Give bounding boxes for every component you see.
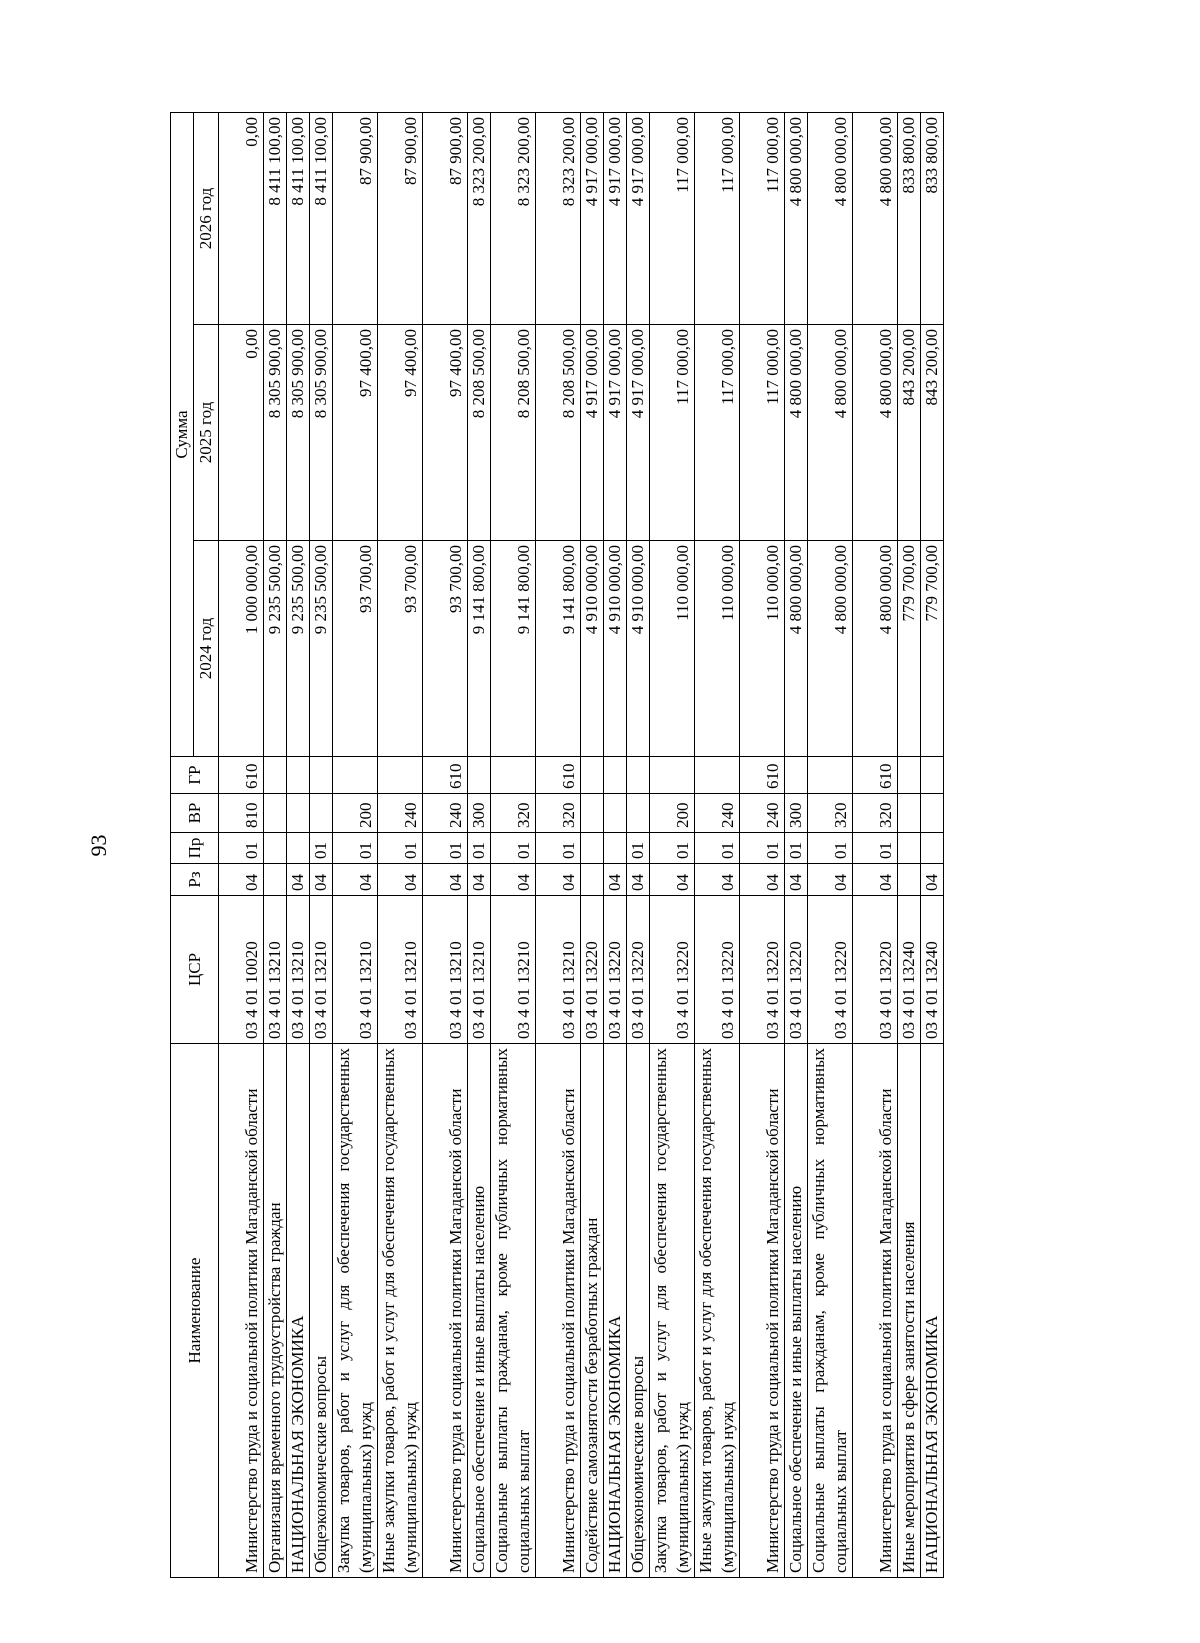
cell-2026: 4 800 000,00 <box>853 113 898 325</box>
cell-2025: 4 917 000,00 <box>604 325 627 541</box>
cell-vr <box>604 794 627 833</box>
cell-name: Содействие самозанятости безработных граждан <box>581 1044 604 1578</box>
cell-vr <box>627 794 650 833</box>
cell-vr <box>264 794 287 833</box>
cell-2026: 117 000,00 <box>695 113 740 325</box>
cell-2025: 843 200,00 <box>898 325 921 541</box>
table-row <box>378 113 423 1578</box>
cell-gr <box>468 757 491 794</box>
cell-2025: 8 208 500,00 <box>536 325 581 541</box>
cell-2025: 8 305 900,00 <box>310 325 333 541</box>
table-row <box>333 113 378 1578</box>
cell-gr: 610 <box>740 757 785 794</box>
table-row <box>627 113 650 1578</box>
cell-2026: 87 900,00 <box>423 113 468 325</box>
cell-2024: 4 800 000,00 <box>808 541 853 757</box>
budget-table <box>170 112 944 1578</box>
cell-2025: 4 800 000,00 <box>808 325 853 541</box>
cell-vr <box>921 794 944 833</box>
cell-gr <box>378 757 423 794</box>
rotated-page <box>86 113 1105 1578</box>
cell-gr <box>921 757 944 794</box>
cell-2026: 117 000,00 <box>650 113 695 325</box>
cell-2025: 4 917 000,00 <box>581 325 604 541</box>
cell-gr <box>310 757 333 794</box>
cell-vr: 320 <box>491 794 536 833</box>
cell-rz: 04 <box>468 864 491 896</box>
cell-2026: 833 800,00 <box>921 113 944 325</box>
cell-name: Социальные выплаты гражданам, кроме публичных нормативных социальных выплат <box>491 1044 536 1578</box>
cell-gr <box>581 757 604 794</box>
cell-2026: 833 800,00 <box>898 113 921 325</box>
cell-csr: 03 4 01 13210 <box>536 896 581 1044</box>
cell-rz: 04 <box>627 864 650 896</box>
table-row <box>808 113 853 1578</box>
cell-2025: 8 305 900,00 <box>264 325 287 541</box>
table-row <box>604 113 627 1578</box>
cell-gr <box>287 757 310 794</box>
cell-2024: 93 700,00 <box>423 541 468 757</box>
cell-vr <box>581 794 604 833</box>
cell-pr: 01 <box>808 833 853 864</box>
cell-name: Министерство труда и социальной политики Магаданской области <box>740 1044 785 1578</box>
cell-2024: 4 800 000,00 <box>853 541 898 757</box>
cell-name: Организация временного трудоустройства граждан <box>264 1044 287 1578</box>
cell-gr: 610 <box>219 757 264 794</box>
table-body <box>219 113 944 1578</box>
cell-2025: 843 200,00 <box>921 325 944 541</box>
cell-name: НАЦИОНАЛЬНАЯ ЭКОНОМИКА <box>921 1044 944 1578</box>
cell-2024: 4 910 000,00 <box>581 541 604 757</box>
cell-2026: 0,00 <box>219 113 264 325</box>
cell-2025: 0,00 <box>219 325 264 541</box>
table-row <box>853 113 898 1578</box>
cell-2026: 8 323 200,00 <box>468 113 491 325</box>
cell-name: Министерство труда и социальной политики Магаданской области <box>423 1044 468 1578</box>
cell-csr: 03 4 01 13210 <box>423 896 468 1044</box>
table-row <box>423 113 468 1578</box>
cell-2024: 1 000 000,00 <box>219 541 264 757</box>
cell-2024: 9 141 800,00 <box>491 541 536 757</box>
cell-gr <box>604 757 627 794</box>
cell-pr <box>604 833 627 864</box>
cell-2024: 4 800 000,00 <box>785 541 808 757</box>
cell-2024: 110 000,00 <box>650 541 695 757</box>
header-rz: Рз <box>171 864 219 896</box>
cell-pr: 01 <box>468 833 491 864</box>
cell-gr: 610 <box>853 757 898 794</box>
cell-pr <box>581 833 604 864</box>
cell-pr: 01 <box>536 833 581 864</box>
cell-vr: 240 <box>695 794 740 833</box>
cell-csr: 03 4 01 13210 <box>264 896 287 1044</box>
cell-2026: 4 800 000,00 <box>808 113 853 325</box>
cell-rz: 04 <box>853 864 898 896</box>
cell-csr: 03 4 01 13220 <box>853 896 898 1044</box>
cell-vr: 240 <box>740 794 785 833</box>
header-2025: 2025 год <box>194 325 219 541</box>
cell-name: Министерство труда и социальной политики Магаданской области <box>536 1044 581 1578</box>
cell-2024: 779 700,00 <box>921 541 944 757</box>
cell-name: Общеэкономические вопросы <box>627 1044 650 1578</box>
cell-name: Закупка товаров, работ и услуг для обеспечения государственных (муниципальных) нужд <box>333 1044 378 1578</box>
cell-name: Иные закупки товаров, работ и услуг для обеспечения государственных (муниципальных) нужд <box>378 1044 423 1578</box>
header-sum: Сумма <box>171 113 194 757</box>
cell-2026: 87 900,00 <box>333 113 378 325</box>
cell-name: Общеэкономические вопросы <box>310 1044 333 1578</box>
cell-2025: 117 000,00 <box>650 325 695 541</box>
cell-pr <box>287 833 310 864</box>
header-2026: 2026 год <box>194 113 219 325</box>
cell-2024: 779 700,00 <box>898 541 921 757</box>
cell-rz: 04 <box>423 864 468 896</box>
cell-pr <box>264 833 287 864</box>
cell-2024: 110 000,00 <box>740 541 785 757</box>
header-name: Наименование <box>171 1044 219 1578</box>
cell-csr: 03 4 01 13220 <box>785 896 808 1044</box>
cell-name: Министерство труда и социальной политики Магаданской области <box>219 1044 264 1578</box>
cell-2026: 8 411 100,00 <box>310 113 333 325</box>
cell-2024: 110 000,00 <box>695 541 740 757</box>
cell-2026: 4 800 000,00 <box>785 113 808 325</box>
cell-2026: 4 917 000,00 <box>581 113 604 325</box>
table-row <box>581 113 604 1578</box>
cell-pr: 01 <box>853 833 898 864</box>
table-row <box>468 113 491 1578</box>
cell-rz: 04 <box>785 864 808 896</box>
cell-2025: 8 208 500,00 <box>468 325 491 541</box>
cell-name: Иные мероприятия в сфере занятости населения <box>898 1044 921 1578</box>
cell-gr <box>491 757 536 794</box>
cell-2026: 87 900,00 <box>378 113 423 325</box>
cell-pr: 01 <box>310 833 333 864</box>
table-row <box>785 113 808 1578</box>
cell-vr <box>898 794 921 833</box>
cell-name: Министерство труда и социальной политики Магаданской области <box>853 1044 898 1578</box>
cell-gr <box>695 757 740 794</box>
cell-rz: 04 <box>491 864 536 896</box>
cell-csr: 03 4 01 13220 <box>695 896 740 1044</box>
cell-pr: 01 <box>695 833 740 864</box>
cell-vr: 240 <box>378 794 423 833</box>
cell-rz: 04 <box>536 864 581 896</box>
table-row <box>921 113 944 1578</box>
cell-2025: 117 000,00 <box>695 325 740 541</box>
cell-2026: 4 917 000,00 <box>627 113 650 325</box>
cell-rz <box>264 864 287 896</box>
cell-gr: 610 <box>536 757 581 794</box>
cell-csr: 03 4 01 13240 <box>898 896 921 1044</box>
cell-gr <box>333 757 378 794</box>
cell-gr <box>264 757 287 794</box>
cell-pr: 01 <box>378 833 423 864</box>
cell-rz: 04 <box>310 864 333 896</box>
table-row <box>695 113 740 1578</box>
cell-2024: 4 910 000,00 <box>627 541 650 757</box>
cell-pr <box>921 833 944 864</box>
cell-csr: 03 4 01 13210 <box>491 896 536 1044</box>
table-row <box>264 113 287 1578</box>
cell-2025: 4 800 000,00 <box>785 325 808 541</box>
cell-2024: 9 235 500,00 <box>287 541 310 757</box>
table-row <box>219 113 264 1578</box>
cell-2025: 117 000,00 <box>740 325 785 541</box>
cell-vr: 810 <box>219 794 264 833</box>
cell-2024: 9 235 500,00 <box>310 541 333 757</box>
cell-vr: 300 <box>468 794 491 833</box>
cell-csr: 03 4 01 13210 <box>287 896 310 1044</box>
cell-csr: 03 4 01 13210 <box>378 896 423 1044</box>
cell-rz: 04 <box>604 864 627 896</box>
cell-gr <box>785 757 808 794</box>
cell-name: НАЦИОНАЛЬНАЯ ЭКОНОМИКА <box>287 1044 310 1578</box>
cell-csr: 03 4 01 13220 <box>581 896 604 1044</box>
table-row <box>310 113 333 1578</box>
cell-vr <box>287 794 310 833</box>
cell-gr: 610 <box>423 757 468 794</box>
cell-rz: 04 <box>695 864 740 896</box>
cell-vr: 320 <box>853 794 898 833</box>
cell-vr: 240 <box>423 794 468 833</box>
cell-vr: 200 <box>650 794 695 833</box>
cell-2026: 8 323 200,00 <box>536 113 581 325</box>
cell-2025: 8 305 900,00 <box>287 325 310 541</box>
cell-vr: 200 <box>333 794 378 833</box>
cell-csr: 03 4 01 13240 <box>921 896 944 1044</box>
table-row <box>898 113 921 1578</box>
cell-name: Социальное обеспечение и иные выплаты населению <box>468 1044 491 1578</box>
table-row <box>491 113 536 1578</box>
cell-name: Иные закупки товаров, работ и услуг для обеспечения государственных (муниципальных) нужд <box>695 1044 740 1578</box>
cell-csr: 03 4 01 13210 <box>333 896 378 1044</box>
table-row <box>740 113 785 1578</box>
cell-2026: 4 917 000,00 <box>604 113 627 325</box>
cell-csr: 03 4 01 13210 <box>468 896 491 1044</box>
cell-gr <box>898 757 921 794</box>
cell-2025: 8 208 500,00 <box>491 325 536 541</box>
cell-pr: 01 <box>423 833 468 864</box>
cell-2025: 97 400,00 <box>423 325 468 541</box>
cell-rz: 04 <box>378 864 423 896</box>
cell-csr: 03 4 01 13220 <box>604 896 627 1044</box>
header-2024: 2024 год <box>194 541 219 757</box>
cell-name: Закупка товаров, работ и услуг для обеспечения государственных (муниципальных) нужд <box>650 1044 695 1578</box>
cell-rz: 04 <box>740 864 785 896</box>
cell-csr: 03 4 01 10020 <box>219 896 264 1044</box>
page-number: 93 <box>86 834 111 857</box>
cell-vr: 320 <box>536 794 581 833</box>
cell-pr: 01 <box>785 833 808 864</box>
cell-rz: 04 <box>808 864 853 896</box>
cell-pr: 01 <box>650 833 695 864</box>
cell-vr: 320 <box>808 794 853 833</box>
cell-2024: 9 235 500,00 <box>264 541 287 757</box>
table-row <box>650 113 695 1578</box>
table-row <box>287 113 310 1578</box>
cell-gr <box>627 757 650 794</box>
cell-rz: 04 <box>921 864 944 896</box>
header-pr: Пр <box>171 833 219 864</box>
cell-vr <box>310 794 333 833</box>
cell-2024: 4 910 000,00 <box>604 541 627 757</box>
cell-name: Социальное обеспечение и иные выплаты населению <box>785 1044 808 1578</box>
cell-pr: 01 <box>333 833 378 864</box>
cell-csr: 03 4 01 13220 <box>650 896 695 1044</box>
cell-2026: 8 323 200,00 <box>491 113 536 325</box>
cell-csr: 03 4 01 13210 <box>310 896 333 1044</box>
cell-rz <box>581 864 604 896</box>
cell-rz: 04 <box>287 864 310 896</box>
cell-2026: 8 411 100,00 <box>264 113 287 325</box>
cell-2025: 97 400,00 <box>333 325 378 541</box>
cell-rz: 04 <box>333 864 378 896</box>
cell-pr <box>898 833 921 864</box>
cell-2024: 93 700,00 <box>378 541 423 757</box>
cell-2025: 4 917 000,00 <box>627 325 650 541</box>
cell-2025: 4 800 000,00 <box>853 325 898 541</box>
header-gr: ГР <box>171 757 219 794</box>
cell-pr: 01 <box>219 833 264 864</box>
cell-pr: 01 <box>740 833 785 864</box>
cell-gr <box>650 757 695 794</box>
cell-vr: 300 <box>785 794 808 833</box>
cell-2025: 97 400,00 <box>378 325 423 541</box>
cell-2026: 8 411 100,00 <box>287 113 310 325</box>
cell-csr: 03 4 01 13220 <box>627 896 650 1044</box>
table-row <box>536 113 581 1578</box>
cell-csr: 03 4 01 13220 <box>808 896 853 1044</box>
cell-2024: 9 141 800,00 <box>468 541 491 757</box>
cell-pr: 01 <box>627 833 650 864</box>
cell-gr <box>808 757 853 794</box>
cell-pr: 01 <box>491 833 536 864</box>
cell-name: НАЦИОНАЛЬНАЯ ЭКОНОМИКА <box>604 1044 627 1578</box>
cell-csr: 03 4 01 13220 <box>740 896 785 1044</box>
cell-2024: 9 141 800,00 <box>536 541 581 757</box>
cell-rz: 04 <box>650 864 695 896</box>
cell-2026: 117 000,00 <box>740 113 785 325</box>
header-vr: ВР <box>171 794 219 833</box>
cell-2024: 93 700,00 <box>333 541 378 757</box>
header-csr: ЦСР <box>171 896 219 1044</box>
cell-name: Социальные выплаты гражданам, кроме публичных нормативных социальных выплат <box>808 1044 853 1578</box>
cell-rz: 04 <box>219 864 264 896</box>
cell-rz <box>898 864 921 896</box>
